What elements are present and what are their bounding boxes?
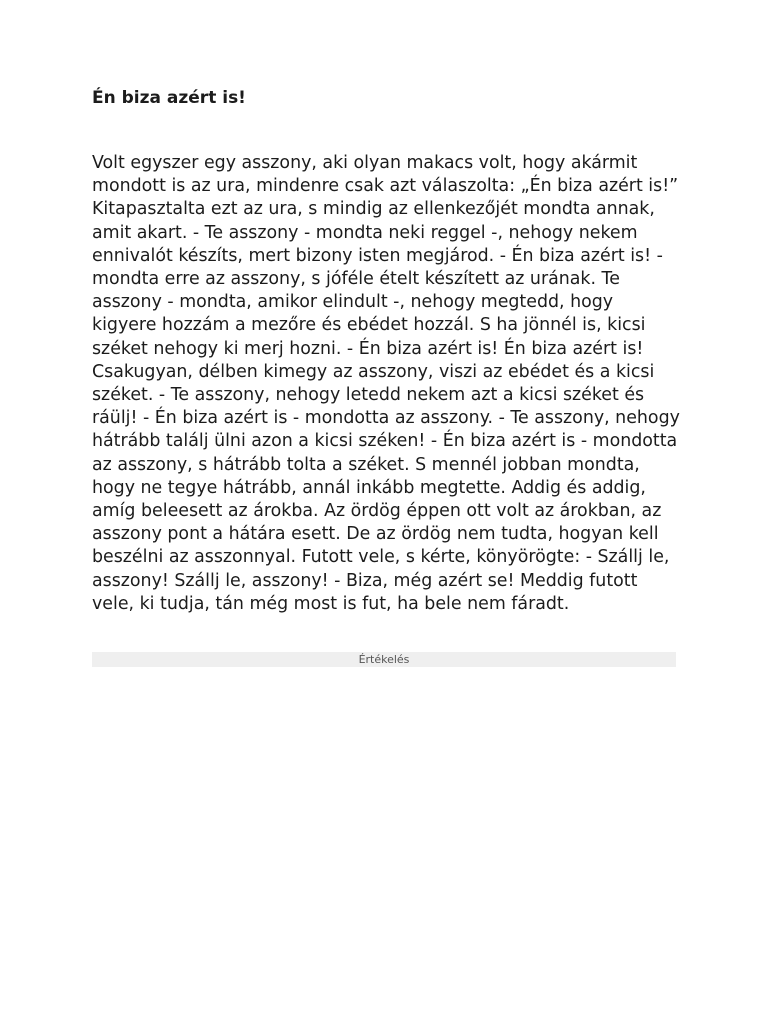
page-title: Én biza azért is! <box>92 88 246 108</box>
document-page <box>92 86 680 666</box>
story-text: Volt egyszer egy asszony, aki olyan makacs volt, hogy akármit mondott is az ura, mindenre csak azt válaszolta: „Én biza azért is!” Kitapasztalta ezt az ura, s mindig az ellenkezőjét mondta annak, amit akart. - Te asszony - mondta neki reggel -, nehogy nekem ennivalót készíts, mert bizony isten megjárod. - Én biza azért is! - mondta erre az asszony, s jóféle ételt készített az urának. Te asszony - mondta, amikor elindult -, nehogy megtedd, hogy kigyere hozzám a mezőre és ebédet hozzál. S ha jönnél is, kicsi széket nehogy ki merj hozni. - Én biza azért is! Én biza azért is! Csakugyan, délben kimegy az asszony, viszi az ebédet és a kicsi széket. - Te asszony, nehogy letedd nekem azt a kicsi széket és ráülj! - Én biza azért is - mondotta az asszony. - Te asszony, nehogy hátrább találj ülni azon a kicsi széken! - Én biza azért is - mondotta az asszony, s hátrább tolta a széket. S mennél jobban mondta, hogy ne tegye hátrább, annál inkább megtette. Addig és addig, amíg beleesett az árokba. Az ördög éppen ott volt az árokban, az asszony pont a hátára esett. De az ördög nem tudta, hogyan kell beszélni az asszonnyal. Futott vele, s kérte, könyörögte: - Szállj le, asszony! Szállj le, asszony! - Biza, még azért se! Meddig futott vele, ki tudja, tán még most is fut, ha bele nem fáradt. <box>92 153 680 614</box>
rating-button[interactable]: Értékelés <box>92 652 676 667</box>
